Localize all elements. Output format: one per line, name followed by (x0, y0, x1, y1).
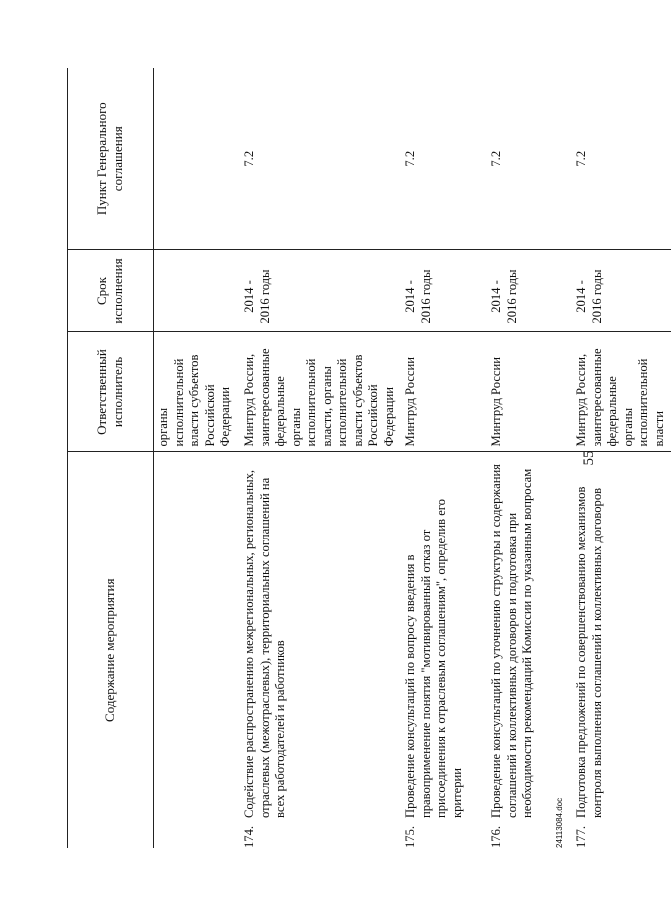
clause-cell: 7.2 (401, 68, 487, 250)
term-text: 2014 - 2016 годы (403, 269, 433, 324)
item-content: Проведение консультаций по уточнению структуры и содержания соглашений и коллективных договоров и подготовка при необходимости рекомендаций Комиссии по указанным вопросам (489, 464, 534, 818)
continuation-term-cell (154, 250, 241, 332)
clause-cell: 7.2 (240, 68, 401, 250)
continuation-content-cell (154, 452, 241, 848)
content-cell (401, 452, 487, 848)
item-content: Содействие распространению межрегиональных, региональных, отраслевых (межотраслевых), территориальных соглашений на всех работодателей и работников (242, 469, 287, 818)
clause-cell: 7.2 (487, 68, 572, 250)
header-responsible: Ответственный исполнитель (68, 332, 154, 452)
table-row (240, 68, 401, 848)
table-row (401, 68, 487, 848)
item-number: 175. (403, 825, 417, 848)
responsible-cell: Минтруд России, заинтересованные федеральные органы исполнительной власти (572, 332, 671, 452)
header-clause: Пункт Генерального соглашения (68, 68, 154, 250)
item-number: 177. (574, 825, 588, 848)
responsible-cell: Минтруд России (487, 332, 572, 452)
table-row-continuation (154, 68, 241, 848)
clause-cell: 7.2 (572, 68, 671, 250)
responsible-cell: Минтруд России (401, 332, 487, 452)
responsible-cell: Минтруд России, заинтересованные федеральные органы исполнительной власти, органы исполнительной власти субъектов Российской Федерации (240, 332, 401, 452)
content-cell (487, 452, 572, 848)
rotated-page (67, 68, 666, 848)
continuation-clause-cell (154, 68, 241, 250)
item-number: 174. (242, 825, 256, 848)
item-content: Подготовка предложений по совершенствованию механизмов контроля выполнения соглашений и коллективных договоров (574, 486, 604, 818)
term-cell (401, 250, 487, 332)
term-cell (487, 250, 572, 332)
term-text: 2014 - 2016 годы (242, 269, 272, 324)
table-row (487, 68, 572, 848)
table-header-row (68, 68, 154, 848)
term-text: 2014 - 2016 годы (574, 269, 604, 324)
continuation-responsible-cell: органы исполнительной власти субъектов Российской Федерации (154, 332, 241, 452)
document-code: 24113084.doc (555, 797, 564, 848)
item-content: Проведение консультаций по вопросу введения в правоприменение понятия "мотивированный отказ от присоединения к отраслевым соглашениям", определив его критерии (403, 499, 464, 818)
term-text: 2014 - 2016 годы (489, 269, 519, 324)
header-content: Содержание мероприятия (68, 452, 154, 848)
term-cell (240, 250, 401, 332)
content-cell (240, 452, 401, 848)
page-number: 55 (581, 450, 597, 466)
header-term: Срок исполнения (68, 250, 154, 332)
item-number: 176. (489, 825, 503, 848)
